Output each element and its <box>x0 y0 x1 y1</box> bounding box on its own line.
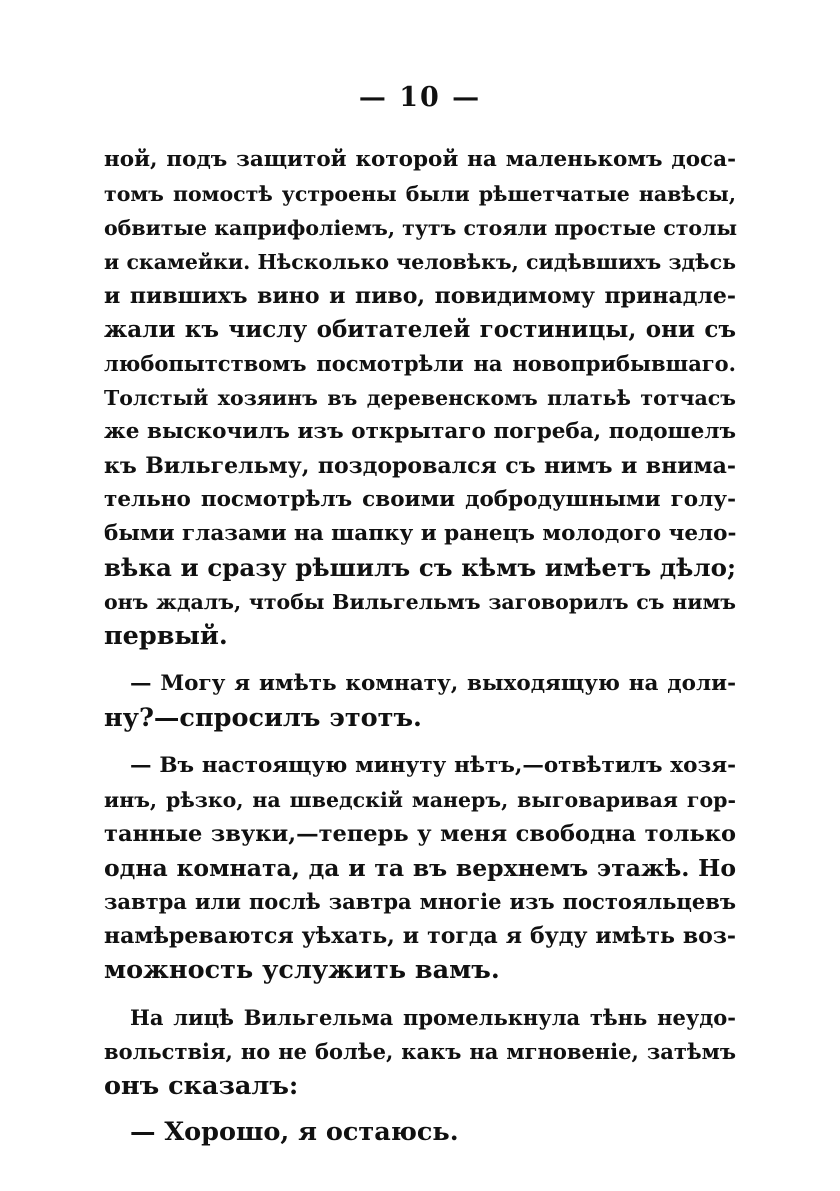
text-line: жали къ числу обитателей гостиницы, они съ <box>104 316 736 343</box>
text-line: онъ ждалъ, чтобы Вильгельмъ заговорилъ съ нимъ <box>104 590 736 614</box>
text-line: Толстый хозяинъ въ деревенскомъ платьѣ тотчасъ <box>104 386 736 410</box>
text-line: На лицѣ Вильгельма промелькнула тѣнь неудо- <box>130 1005 736 1030</box>
text-line: же выскочилъ изъ открытаго погреба, подошелъ <box>104 419 736 444</box>
text-line: вольствія, но не болѣе, какъ на мгновеніе, затѣмъ <box>104 1039 736 1064</box>
text-line: томъ помостѣ устроены были рѣшетчатые навѣсы, <box>104 182 736 206</box>
text-line: можность услужить вамъ. <box>104 955 500 985</box>
text-line: къ Вильгельму, поздоровался съ нимъ и внима- <box>104 453 736 479</box>
text-line: одна комната, да и та въ верхнемъ этажѣ. Но <box>104 854 736 882</box>
text-line: и пившихъ вино и пиво, повидимому принадле- <box>104 283 736 309</box>
text-line: — Хорошо, я остаюсь. <box>130 1117 459 1147</box>
text-line: — Въ настоящую минуту нѣтъ,—отвѣтилъ хозя- <box>130 753 736 778</box>
text-line: ну?—спросилъ этотъ. <box>104 703 422 733</box>
text-line: танные звуки,—теперь у меня свободна только <box>104 821 736 847</box>
text-line: завтра или послѣ завтра многіе изъ постояльцевъ <box>104 889 736 914</box>
text-line: первый. <box>104 621 228 651</box>
text-line: намѣреваются уѣхать, и тогда я буду имѣть воз- <box>104 923 736 949</box>
text-line: вѣка и сразу рѣшилъ съ кѣмъ имѣетъ дѣло; <box>104 553 736 582</box>
text-line: инъ, рѣзко, на шведскій манеръ, выговаривая гор- <box>104 788 736 812</box>
text-line: тельно посмотрѣлъ своими добродушными голу- <box>104 487 736 512</box>
text-line: и скамейки. Нѣсколько человѣкъ, сидѣвшихъ здѣсь <box>104 250 736 274</box>
text-line: обвитые каприфоліемъ, тутъ стояли простые столы <box>104 216 738 240</box>
text-line: ной, подъ защитой которой на маленькомъ доса- <box>104 147 736 172</box>
text-line: любопытствомъ посмотрѣли на новоприбывшаго. <box>104 351 736 376</box>
text-line: быми глазами на шапку и ранецъ молодого чело- <box>104 521 737 546</box>
text-line: — Могу я имѣть комнату, выходящую на доли- <box>130 671 736 696</box>
text-line: онъ сказалъ: <box>104 1071 299 1101</box>
page-number: — 10 — <box>358 82 482 113</box>
